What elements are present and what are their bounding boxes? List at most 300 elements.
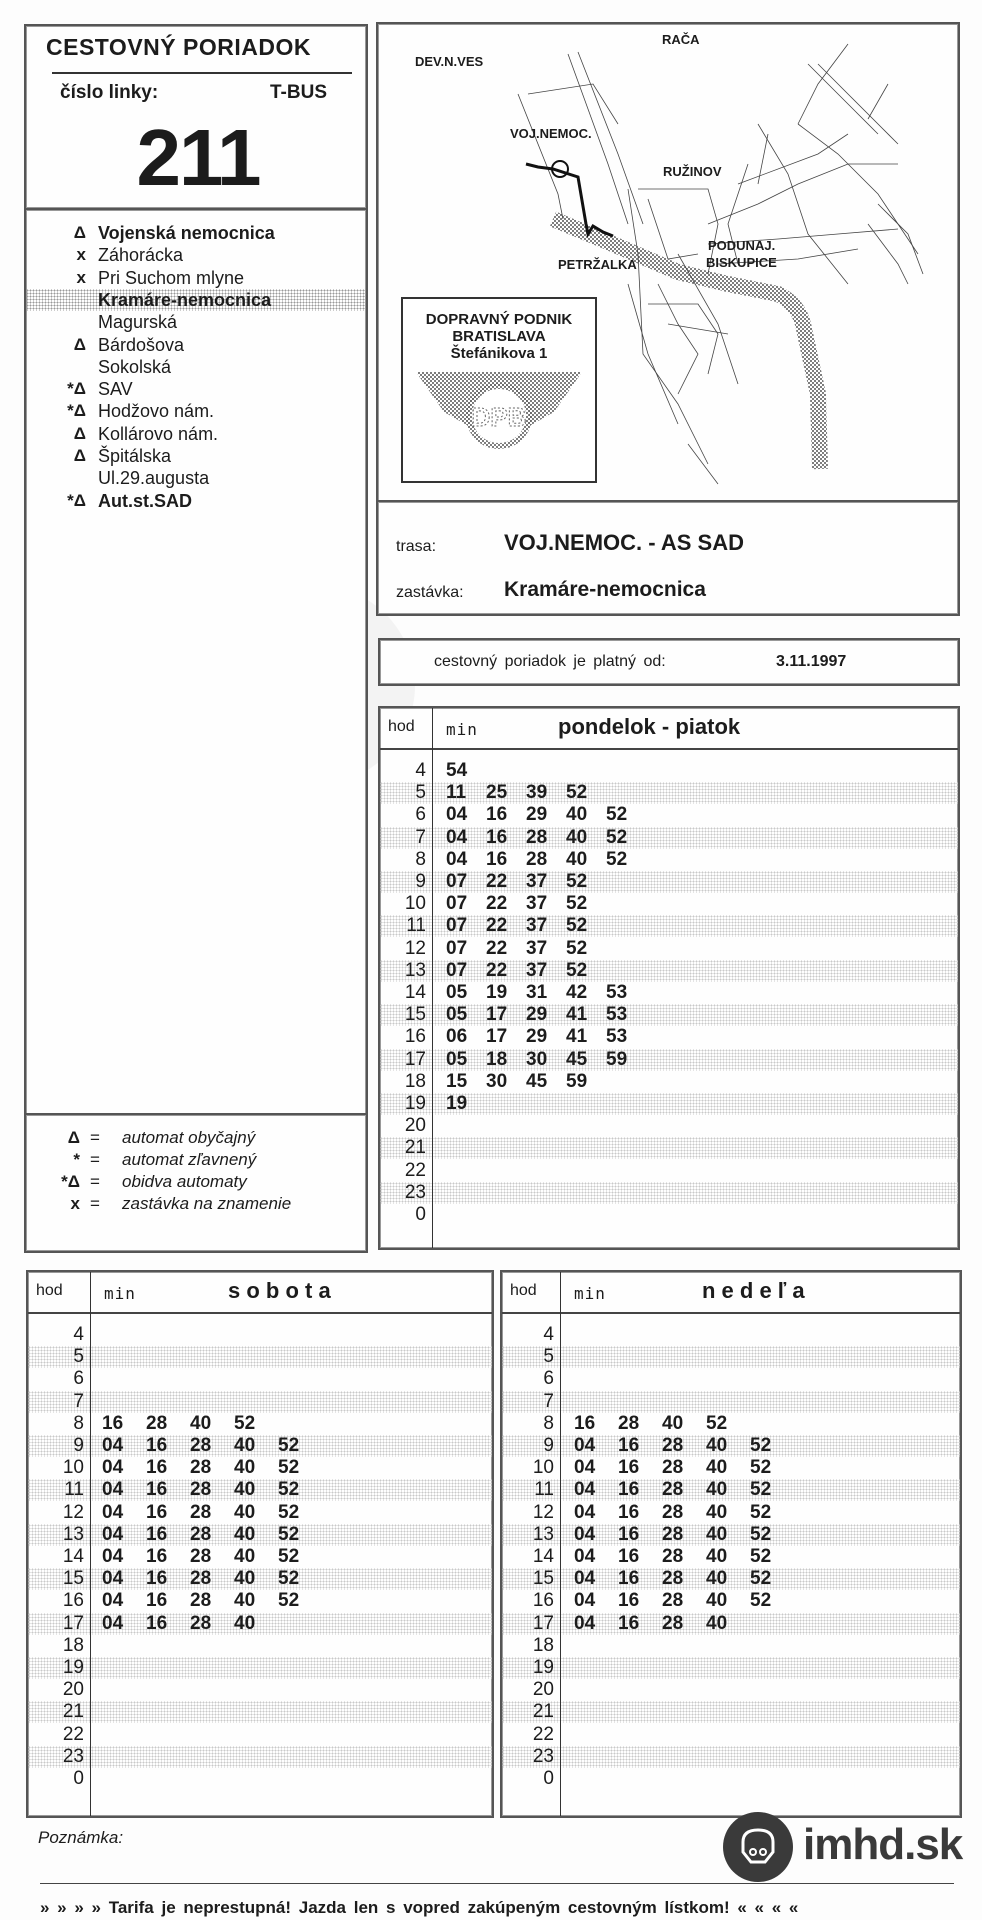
departure-minute: 53 xyxy=(606,1026,628,1048)
timetable-row xyxy=(380,1160,958,1182)
departure-minute: 22 xyxy=(486,937,508,959)
departure-minute: 52 xyxy=(606,826,628,848)
legend-symbol: Δ xyxy=(67,1128,80,1147)
hour-cell: 23 xyxy=(532,1745,554,1767)
timetable-row xyxy=(28,1502,492,1524)
departure-minute: 15 xyxy=(446,1070,468,1092)
hour-cell: 23 xyxy=(404,1181,426,1203)
map-label-ruzinov: RUŽINOV xyxy=(663,164,722,179)
departure-minute: 04 xyxy=(574,1501,596,1523)
departure-minute: 40 xyxy=(566,848,588,870)
legend-equals: = xyxy=(90,1194,100,1213)
hour-cell: 13 xyxy=(532,1523,554,1545)
departure-minute: 40 xyxy=(706,1568,728,1590)
timetable-row xyxy=(28,1568,492,1590)
hour-cell: 18 xyxy=(62,1634,84,1656)
departure-minute: 52 xyxy=(278,1457,300,1479)
legend-symbol: *Δ xyxy=(61,1172,80,1191)
stop-item xyxy=(26,267,366,289)
timetable-row xyxy=(28,1435,492,1457)
departure-minute: 37 xyxy=(526,893,548,915)
hour-cell: 11 xyxy=(64,1479,84,1501)
timetable-row xyxy=(28,1590,492,1612)
departure-minute: 16 xyxy=(146,1523,168,1545)
hour-cell: 4 xyxy=(543,1324,554,1345)
departure-minute: 16 xyxy=(618,1590,640,1612)
departure-minute: 52 xyxy=(750,1568,772,1590)
hour-cell: 17 xyxy=(404,1048,426,1070)
departure-minute: 28 xyxy=(662,1479,684,1501)
stop-name: Aut.st.SAD xyxy=(98,490,192,511)
timetable-row xyxy=(502,1701,960,1723)
departure-minute: 54 xyxy=(446,760,468,781)
departure-minute: 28 xyxy=(190,1435,212,1456)
hour-column-label: hod xyxy=(388,718,415,735)
timetable-row xyxy=(380,1182,958,1204)
legend-item xyxy=(26,1149,366,1171)
legend-item xyxy=(26,1193,366,1215)
timetable-sunday xyxy=(500,1270,962,1818)
departure-minute: 52 xyxy=(706,1412,728,1434)
timetable-row xyxy=(28,1457,492,1479)
departure-minute: 16 xyxy=(102,1412,124,1434)
departure-minute: 40 xyxy=(566,804,588,826)
departure-minute: 28 xyxy=(662,1457,684,1479)
timetable-row xyxy=(502,1768,960,1790)
departure-minute: 28 xyxy=(190,1612,212,1634)
departure-minute: 37 xyxy=(526,937,548,959)
timetable-row xyxy=(380,893,958,915)
imhd-logo[interactable] xyxy=(723,1812,963,1882)
timetable-weekday xyxy=(378,706,960,1250)
departure-minute: 29 xyxy=(526,804,548,826)
departure-minute: 40 xyxy=(706,1612,728,1634)
departure-minute: 52 xyxy=(566,782,588,804)
vehicle-type: T-BUS xyxy=(270,82,327,103)
timetable-row xyxy=(28,1413,492,1435)
line-number: 211 xyxy=(136,113,260,202)
timetable-row xyxy=(502,1479,960,1501)
departure-minute: 52 xyxy=(750,1435,772,1456)
departure-minute: 40 xyxy=(706,1435,728,1456)
departure-minute: 28 xyxy=(190,1523,212,1545)
timetable-row xyxy=(380,849,958,871)
departure-minute: 52 xyxy=(606,848,628,870)
column-divider xyxy=(432,708,433,1248)
departure-minute: 17 xyxy=(486,1026,508,1048)
departure-minute: 40 xyxy=(234,1612,256,1634)
timetable-row xyxy=(28,1613,492,1635)
hour-cell: 19 xyxy=(62,1657,84,1678)
departure-minute: 16 xyxy=(146,1501,168,1523)
departure-minute: 28 xyxy=(146,1412,168,1434)
timetable-row xyxy=(380,804,958,826)
departure-minute: 04 xyxy=(102,1435,124,1456)
departure-minute: 16 xyxy=(146,1612,168,1634)
hour-cell: 10 xyxy=(62,1457,84,1479)
departure-minute: 28 xyxy=(526,848,548,870)
validity-date: 3.11.1997 xyxy=(776,653,847,670)
departure-minute: 59 xyxy=(606,1048,628,1070)
departure-minute: 04 xyxy=(102,1501,124,1523)
timetable-row xyxy=(502,1524,960,1546)
map-label-petrzalka: PETRŽALKA xyxy=(558,257,637,272)
stop-item xyxy=(26,490,366,512)
departure-minute: 04 xyxy=(446,804,468,826)
hour-cell: 0 xyxy=(543,1768,554,1789)
hour-cell: 18 xyxy=(404,1070,426,1092)
timetable-row xyxy=(380,871,958,893)
departure-minute: 28 xyxy=(526,826,548,848)
stop-name: Magurská xyxy=(98,312,178,333)
departure-minute: 52 xyxy=(278,1590,300,1612)
stop-marker: Δ xyxy=(73,334,86,354)
departure-minute: 28 xyxy=(662,1435,684,1456)
timetable-row xyxy=(502,1568,960,1590)
departure-minute: 04 xyxy=(574,1457,596,1479)
timetable-row xyxy=(502,1391,960,1413)
departure-minute: 40 xyxy=(234,1546,256,1567)
departure-minute: 40 xyxy=(566,826,588,848)
departure-minute: 37 xyxy=(526,959,548,981)
route-info xyxy=(376,500,960,616)
departure-minute: 40 xyxy=(706,1590,728,1612)
departure-minute: 04 xyxy=(574,1479,596,1501)
departure-minute: 04 xyxy=(102,1612,124,1634)
departure-minute: 16 xyxy=(574,1412,596,1434)
departure-minute: 16 xyxy=(146,1590,168,1612)
departure-minute: 52 xyxy=(278,1501,300,1523)
departure-minute: 41 xyxy=(566,1026,588,1048)
timetable-row xyxy=(28,1324,492,1346)
timetable-row xyxy=(502,1679,960,1701)
timetable-row xyxy=(380,782,958,804)
stop-list xyxy=(24,208,368,1116)
departure-minute: 16 xyxy=(618,1457,640,1479)
timetable-row xyxy=(502,1635,960,1657)
stop-item-current xyxy=(26,289,366,311)
departure-minute: 19 xyxy=(446,1093,468,1114)
hour-cell: 13 xyxy=(62,1523,84,1545)
departure-minute: 40 xyxy=(234,1568,256,1590)
stop-marker: Δ xyxy=(73,446,86,465)
company-address: Štefánikova 1 xyxy=(450,345,548,362)
timetable-row xyxy=(502,1502,960,1524)
legend-equals: = xyxy=(90,1128,100,1147)
departure-minute: 45 xyxy=(566,1048,588,1070)
departure-minute: 04 xyxy=(102,1457,124,1479)
departure-minute: 07 xyxy=(446,871,468,892)
departure-minute: 05 xyxy=(446,1048,468,1070)
departure-minute: 04 xyxy=(574,1523,596,1545)
stop-name: Hodžovo nám. xyxy=(98,401,215,422)
company-box xyxy=(401,297,597,483)
departure-minute: 04 xyxy=(102,1479,124,1501)
hour-cell: 8 xyxy=(415,848,426,870)
departure-minute: 31 xyxy=(526,982,548,1003)
day-type-title: s o b o t a xyxy=(228,1278,331,1303)
timetable-row xyxy=(28,1368,492,1390)
timetable-row xyxy=(380,1071,958,1093)
timetable-row xyxy=(502,1413,960,1435)
timetable-row xyxy=(502,1746,960,1768)
departure-minute: 16 xyxy=(146,1457,168,1479)
hour-cell: 9 xyxy=(415,871,426,892)
stop-item xyxy=(26,244,366,266)
stop-item xyxy=(26,400,366,422)
hour-cell: 4 xyxy=(415,760,426,781)
hour-cell: 21 xyxy=(404,1137,426,1159)
route-map xyxy=(376,22,960,503)
hour-cell: 15 xyxy=(532,1568,554,1590)
timetable-saturday xyxy=(26,1270,494,1818)
stop-item xyxy=(26,334,366,356)
timetable-row xyxy=(502,1590,960,1612)
departure-minute: 40 xyxy=(706,1546,728,1567)
timetable-row xyxy=(28,1346,492,1368)
divider xyxy=(52,72,352,74)
departure-minute: 53 xyxy=(606,1004,628,1026)
departure-minute: 52 xyxy=(566,915,588,937)
hour-cell: 7 xyxy=(415,826,426,848)
map-label-voj-nemoc: VOJ.NEMOC. xyxy=(510,126,592,141)
departure-minute: 04 xyxy=(574,1435,596,1456)
departure-minute: 30 xyxy=(486,1070,508,1092)
validity-box xyxy=(378,638,960,686)
departure-minute: 16 xyxy=(618,1479,640,1501)
hour-cell: 20 xyxy=(532,1679,554,1701)
departure-minute: 04 xyxy=(102,1523,124,1545)
stop-name: Sokolská xyxy=(98,356,172,377)
departure-minute: 40 xyxy=(234,1501,256,1523)
hour-cell: 0 xyxy=(73,1768,84,1789)
stop-marker: Δ xyxy=(73,223,86,242)
timetable-row xyxy=(28,1546,492,1568)
stop-item xyxy=(26,445,366,467)
timetable-row xyxy=(502,1457,960,1479)
route-value: VOJ.NEMOC. - AS SAD xyxy=(504,530,744,555)
timetable-row xyxy=(28,1679,492,1701)
departure-minute: 22 xyxy=(486,959,508,981)
divider xyxy=(40,1883,954,1884)
departure-minute: 04 xyxy=(574,1546,596,1567)
timetable-row xyxy=(502,1435,960,1457)
departure-minute: 17 xyxy=(486,1004,508,1026)
timetable-row xyxy=(380,1004,958,1026)
stop-name: Bárdošova xyxy=(98,334,185,355)
departure-minute: 16 xyxy=(618,1546,640,1567)
day-type-title: pondelok - piatok xyxy=(558,714,741,739)
hour-cell: 19 xyxy=(404,1093,426,1114)
departure-minute: 40 xyxy=(706,1523,728,1545)
departure-minute: 07 xyxy=(446,959,468,981)
departure-minute: 40 xyxy=(706,1457,728,1479)
stop-marker: *Δ xyxy=(67,490,86,510)
departure-minute: 16 xyxy=(146,1479,168,1501)
stop-name: Pri Suchom mlyne xyxy=(98,267,245,288)
departure-minute: 28 xyxy=(190,1546,212,1567)
departure-minute: 22 xyxy=(486,871,508,892)
departure-minute: 07 xyxy=(446,893,468,915)
stop-name: Špitálska xyxy=(98,446,172,466)
hour-cell: 4 xyxy=(73,1324,84,1345)
legend-text: obidva automaty xyxy=(122,1172,247,1191)
departure-minute: 52 xyxy=(566,871,588,892)
timetable-header xyxy=(28,1272,492,1314)
departure-minute: 28 xyxy=(190,1457,212,1479)
timetable-row xyxy=(28,1701,492,1723)
departure-minute: 04 xyxy=(102,1546,124,1567)
departure-minute: 52 xyxy=(566,893,588,915)
departure-minute: 39 xyxy=(526,782,548,804)
hour-cell: 6 xyxy=(415,804,426,826)
hour-cell: 9 xyxy=(73,1435,84,1456)
departure-minute: 16 xyxy=(146,1546,168,1567)
hour-cell: 6 xyxy=(73,1368,84,1390)
company-name: DOPRAVNÝ PODNIK xyxy=(425,311,573,328)
hour-cell: 11 xyxy=(406,915,426,937)
hour-cell: 14 xyxy=(62,1546,84,1567)
timetable-row xyxy=(502,1346,960,1368)
hour-cell: 18 xyxy=(532,1634,554,1656)
departure-minute: 40 xyxy=(662,1412,684,1434)
hour-cell: 7 xyxy=(73,1390,84,1412)
hour-cell: 11 xyxy=(534,1479,554,1501)
departure-minute: 28 xyxy=(190,1479,212,1501)
timetable-row xyxy=(502,1657,960,1679)
hour-cell: 16 xyxy=(532,1590,554,1612)
departure-minute: 52 xyxy=(750,1501,772,1523)
hour-cell: 16 xyxy=(404,1026,426,1048)
validity-label: cestovný poriadok je platný od: xyxy=(434,653,666,670)
dpb-logo-icon xyxy=(414,368,584,458)
stop-item xyxy=(26,467,366,489)
route-label: trasa: xyxy=(396,538,437,555)
departure-minute: 40 xyxy=(234,1435,256,1456)
legend-item xyxy=(26,1171,366,1193)
hour-cell: 0 xyxy=(415,1204,426,1225)
hour-cell: 14 xyxy=(404,982,426,1003)
departure-minute: 52 xyxy=(278,1479,300,1501)
departure-minute: 40 xyxy=(234,1479,256,1501)
departure-minute: 52 xyxy=(566,937,588,959)
map-label-raca: RAČA xyxy=(662,32,700,47)
stop-item xyxy=(26,222,366,244)
departure-minute: 22 xyxy=(486,915,508,937)
legend xyxy=(24,1113,368,1253)
departure-minute: 40 xyxy=(234,1523,256,1545)
stop-name: Ul.29.augusta xyxy=(98,468,210,489)
departure-minute: 16 xyxy=(486,826,508,848)
departure-minute: 45 xyxy=(526,1070,548,1092)
hour-cell: 5 xyxy=(415,782,426,804)
timetable-row xyxy=(28,1635,492,1657)
timetable-row xyxy=(502,1546,960,1568)
map-label-dev-n-ves: DEV.N.VES xyxy=(415,54,484,69)
departure-minute: 28 xyxy=(190,1590,212,1612)
departure-minute: 28 xyxy=(618,1412,640,1434)
departure-minute: 40 xyxy=(190,1412,212,1434)
departure-minute: 07 xyxy=(446,915,468,937)
departure-minute: 04 xyxy=(446,826,468,848)
timetable-row xyxy=(502,1613,960,1635)
departure-minute: 04 xyxy=(102,1568,124,1590)
departure-minute: 16 xyxy=(486,848,508,870)
departure-minute: 40 xyxy=(234,1590,256,1612)
map-label-podunaj: PODUNAJ. xyxy=(708,238,776,253)
legend-text: automat zľavnený xyxy=(122,1150,257,1169)
departure-minute: 04 xyxy=(574,1612,596,1634)
minute-column-label: min xyxy=(104,1284,136,1303)
timetable-row xyxy=(380,1026,958,1048)
departure-minute: 04 xyxy=(574,1590,596,1612)
departure-minute: 52 xyxy=(750,1590,772,1612)
legend-symbol: * xyxy=(73,1150,80,1169)
timetable-row xyxy=(502,1368,960,1390)
timetable-row xyxy=(28,1768,492,1790)
timetable-row xyxy=(380,1093,958,1115)
timetable-row xyxy=(28,1746,492,1768)
departure-minute: 16 xyxy=(618,1501,640,1523)
departure-minute: 52 xyxy=(278,1546,300,1567)
hour-cell: 15 xyxy=(404,1004,426,1026)
timetable-row xyxy=(380,760,958,782)
timetable-row xyxy=(28,1657,492,1679)
hour-cell: 5 xyxy=(543,1346,554,1368)
hour-cell: 10 xyxy=(532,1457,554,1479)
hour-cell: 8 xyxy=(73,1412,84,1434)
departure-minute: 05 xyxy=(446,1004,468,1026)
brand-name: imhd.sk xyxy=(803,1820,963,1869)
departure-minute: 16 xyxy=(146,1568,168,1590)
timetable-row xyxy=(28,1524,492,1546)
stop-name: Záhorácka xyxy=(98,245,184,266)
departure-minute: 52 xyxy=(750,1546,772,1567)
timetable-row xyxy=(380,1049,958,1071)
departure-minute: 04 xyxy=(102,1590,124,1612)
hour-cell: 5 xyxy=(73,1346,84,1368)
departure-minute: 06 xyxy=(446,1026,468,1048)
hour-cell: 6 xyxy=(543,1368,554,1390)
departure-minute: 40 xyxy=(234,1457,256,1479)
timetable-row xyxy=(28,1391,492,1413)
stop-name: Vojenská nemocnica xyxy=(98,223,275,243)
tariff-notice: » » » » Tarifa je neprestupná! Jazda len s vopred zakúpeným cestovným lístkom! « « « « xyxy=(40,1898,799,1917)
timetable-header xyxy=(502,1272,960,1314)
stop-item xyxy=(26,356,366,378)
timetable-header xyxy=(380,708,958,750)
hour-cell: 22 xyxy=(404,1159,426,1181)
departure-minute: 28 xyxy=(662,1568,684,1590)
departure-minute: 16 xyxy=(618,1612,640,1634)
minute-column-label: min xyxy=(574,1284,606,1303)
departure-minute: 28 xyxy=(662,1546,684,1567)
timetable-row xyxy=(380,938,958,960)
departure-minute: 52 xyxy=(566,959,588,981)
departure-minute: 52 xyxy=(278,1568,300,1590)
timetable-row xyxy=(380,915,958,937)
departure-minute: 59 xyxy=(566,1070,588,1092)
hour-cell: 22 xyxy=(62,1723,84,1745)
departure-minute: 52 xyxy=(278,1435,300,1456)
stop-item xyxy=(26,423,366,445)
hour-column-label: hod xyxy=(36,1282,63,1299)
stop-marker: *Δ xyxy=(67,379,86,399)
day-type-title: n e d e ľ a xyxy=(702,1278,805,1303)
departure-minute: 05 xyxy=(446,982,468,1003)
hour-cell: 22 xyxy=(532,1723,554,1745)
departure-minute: 40 xyxy=(706,1501,728,1523)
